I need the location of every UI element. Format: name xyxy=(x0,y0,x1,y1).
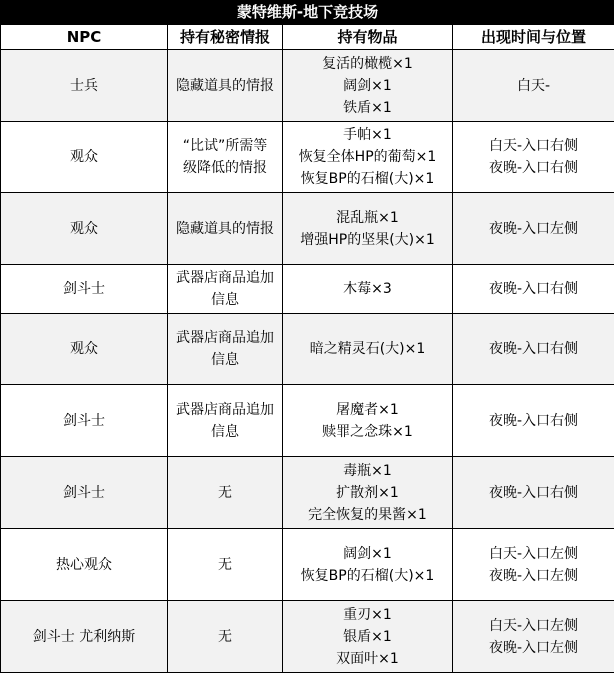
table-row xyxy=(1,265,614,314)
items-cell xyxy=(283,457,453,529)
table-row xyxy=(1,601,614,673)
table-row xyxy=(1,50,614,122)
time-location-line: 白天-入口左侧 xyxy=(488,617,579,634)
npc-cell: 观众 xyxy=(1,193,168,265)
time-location-cell xyxy=(453,529,614,601)
secret-line: 无 xyxy=(218,484,232,501)
secret-line: 级降低的情报 xyxy=(183,160,267,176)
time-location-line: 夜晚-入口左侧 xyxy=(488,220,579,237)
time-location-line: 夜晚-入口右侧 xyxy=(488,412,579,429)
secret-line: 无 xyxy=(218,556,232,573)
items-line: 铁盾×1 xyxy=(343,99,392,116)
time-location-line: 夜晚-入口右侧 xyxy=(488,281,579,297)
items-line: 木莓×3 xyxy=(343,281,392,297)
items-line: 阔剑×1 xyxy=(343,77,392,94)
items-line: 恢复全体HP的葡萄×1 xyxy=(298,149,437,165)
secret-cell xyxy=(168,193,283,265)
time-location-line: 夜晚-入口右侧 xyxy=(488,484,579,501)
secret-line: 武器店商品追加 xyxy=(176,270,274,286)
secret-cell xyxy=(168,122,283,193)
time-location-line: 白天-入口右侧 xyxy=(488,138,579,154)
secret-cell xyxy=(168,385,283,457)
time-location-cell xyxy=(453,50,614,122)
secret-line: 隐藏道具的情报 xyxy=(176,77,274,94)
items-cell xyxy=(283,529,453,601)
npc-cell: 剑斗士 xyxy=(1,265,168,314)
time-location-cell xyxy=(453,457,614,529)
npc-cell: 观众 xyxy=(1,314,168,385)
secret-line: 隐藏道具的情报 xyxy=(176,220,274,237)
secret-cell xyxy=(168,265,283,314)
time-location-cell xyxy=(453,601,614,673)
secret-line: 无 xyxy=(218,628,232,645)
table-body xyxy=(1,50,614,673)
secret-line: 武器店商品追加 xyxy=(176,401,274,418)
time-location-cell xyxy=(453,122,614,193)
items-line: 屠魔者×1 xyxy=(336,401,399,418)
column-header-npc: NPC xyxy=(1,25,168,50)
column-header-secret: 持有秘密情报 xyxy=(168,25,283,50)
items-cell xyxy=(283,314,453,385)
column-header-items: 持有物品 xyxy=(283,25,453,50)
time-location-cell xyxy=(453,385,614,457)
items-line: 暗之精灵石(大)×1 xyxy=(309,341,426,357)
secret-cell xyxy=(168,50,283,122)
secret-line: 武器店商品追加 xyxy=(176,330,274,346)
items-line: 重刃×1 xyxy=(343,606,392,623)
npc-cell: 观众 xyxy=(1,122,168,193)
items-cell xyxy=(283,122,453,193)
secret-cell xyxy=(168,601,283,673)
items-line: 恢复BP的石榴(大)×1 xyxy=(300,171,435,187)
items-line: 完全恢复的果酱×1 xyxy=(308,506,427,523)
items-line: 双面叶×1 xyxy=(336,650,399,667)
time-location-line: 白天- xyxy=(516,77,551,94)
table-row xyxy=(1,122,614,193)
time-location-cell xyxy=(453,265,614,314)
time-location-line: 夜晚-入口左侧 xyxy=(488,567,579,584)
time-location-line: 夜晚-入口左侧 xyxy=(488,639,579,656)
secret-cell xyxy=(168,529,283,601)
items-cell xyxy=(283,385,453,457)
npc-cell: 剑斗士 xyxy=(1,457,168,529)
table-row xyxy=(1,457,614,529)
items-cell xyxy=(283,50,453,122)
items-line: 赎罪之念珠×1 xyxy=(322,423,413,440)
items-cell xyxy=(283,193,453,265)
secret-cell xyxy=(168,457,283,529)
items-line: 银盾×1 xyxy=(343,628,392,645)
npc-cell: 士兵 xyxy=(1,50,168,122)
items-line: 阔剑×1 xyxy=(343,545,392,562)
items-line: 扩散剂×1 xyxy=(336,484,399,501)
column-header-time-location: 出现时间与位置 xyxy=(453,25,614,50)
secret-line: 信息 xyxy=(211,292,239,308)
time-location-line: 白天-入口左侧 xyxy=(488,545,579,562)
npc-cell: 热心观众 xyxy=(1,529,168,601)
table-row xyxy=(1,385,614,457)
secret-line: 信息 xyxy=(211,423,239,440)
items-line: 增强HP的坚果(大)×1 xyxy=(300,231,435,248)
items-line: 毒瓶×1 xyxy=(343,462,392,479)
secret-line: “比试”所需等 xyxy=(182,138,268,154)
npc-cell: 剑斗士 尤利纳斯 xyxy=(1,601,168,673)
items-line: 手帕×1 xyxy=(343,127,392,143)
npc-cell: 剑斗士 xyxy=(1,385,168,457)
table-row xyxy=(1,529,614,601)
secret-cell xyxy=(168,314,283,385)
items-line: 恢复BP的石榴(大)×1 xyxy=(300,567,435,584)
time-location-cell xyxy=(453,193,614,265)
time-location-line: 夜晚-入口右侧 xyxy=(488,341,579,357)
time-location-cell xyxy=(453,314,614,385)
time-location-line: 夜晚-入口右侧 xyxy=(488,160,579,176)
table-title: 蒙特维斯-地下竞技场 xyxy=(1,1,614,25)
secret-line: 信息 xyxy=(211,352,239,368)
items-cell xyxy=(283,601,453,673)
items-cell xyxy=(283,265,453,314)
items-line: 复活的橄榄×1 xyxy=(322,55,413,72)
items-line: 混乱瓶×1 xyxy=(336,209,399,226)
table-row xyxy=(1,314,614,385)
table-row xyxy=(1,193,614,265)
